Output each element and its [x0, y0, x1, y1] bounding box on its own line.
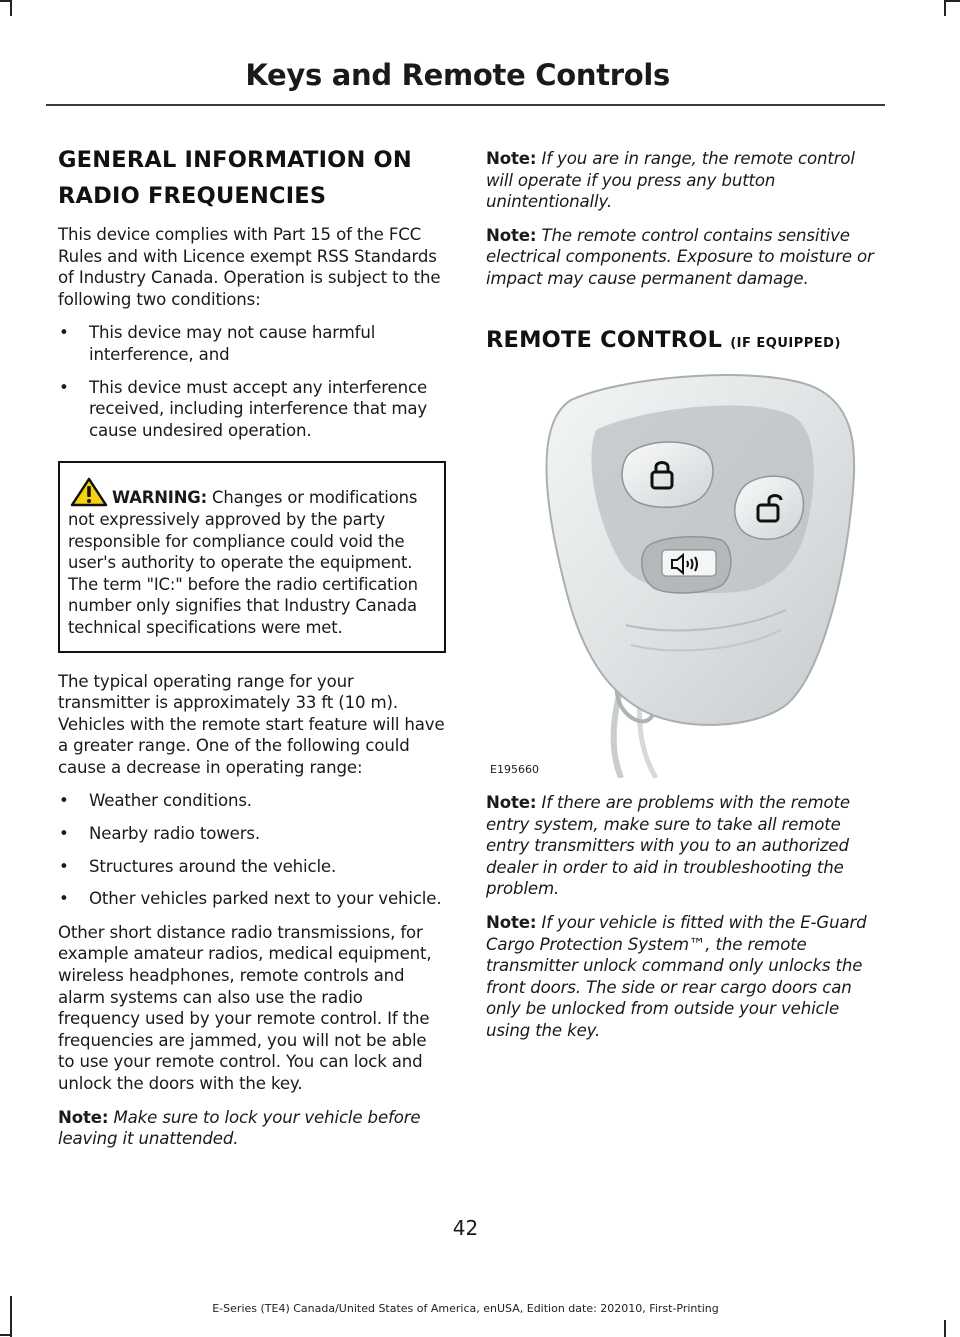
page-header-title: Keys and Remote Controls: [245, 58, 670, 92]
note-text: The remote control contains sensitive electrical components. Exposure to moisture or impact may cause permanent damage.: [486, 225, 874, 288]
page-footer: E-Series (TE4) Canada/United States of America, enUSA, Edition date: 202010, First-Printing: [212, 1302, 719, 1315]
note-label: Note:: [486, 912, 537, 932]
panic-button: [642, 537, 731, 593]
right-column-top: [486, 148, 881, 376]
crop-mark: [944, 0, 960, 2]
note-text: If your vehicle is fitted with the E-Guard Cargo Protection System™, the remote transmitter unlock command only unlocks the front doors. The side or rear cargo doors can only be unlocked from outside your vehicle using the key.: [486, 912, 867, 1040]
list-item-text: Weather conditions.: [89, 791, 252, 811]
note-paragraph: [486, 225, 881, 290]
list-item-text: This device may not cause harmful interference, and: [89, 323, 376, 364]
warning-text: Changes or modifications not expressively approved by the party responsible for compliance could void the user's authority to operate the equipment. The term "IC:" before the radio certification number only signifies that Industry Canada technical specifications were met.: [68, 488, 418, 637]
list-item-text: This device must accept any interference received, including interference that may cause undesired operation.: [89, 377, 428, 440]
unlock-button: [735, 476, 804, 539]
note-paragraph: [486, 792, 881, 900]
note-label: Note:: [486, 225, 537, 245]
warning-paragraph: [68, 477, 436, 638]
warning-label: WARNING:: [112, 488, 207, 508]
note-label: Note:: [486, 793, 537, 812]
warning-triangle-icon: [70, 477, 108, 507]
list-item: [58, 823, 446, 845]
bullet: •: [59, 791, 69, 811]
intro-paragraph: This device complies with Part 15 of the FCC Rules and with Licence exempt RSS Standards of Industry Canada. Operation is subject to the following two conditions:: [58, 225, 441, 309]
section-heading: [58, 142, 446, 214]
page-number: 42: [452, 1216, 479, 1240]
bullet: •: [59, 889, 69, 909]
bullet: •: [59, 323, 69, 343]
note-label: Note:: [486, 149, 537, 168]
list-item-text: Nearby radio towers.: [89, 824, 260, 844]
range-paragraph: The typical operating range for your transmitter is approximately 33 ft (10 m). Vehicles with the remote start feature will have a greater range. One of the following could cause a decrease in operating range:: [58, 671, 445, 777]
list-item-text: Other vehicles parked next to your vehicle.: [89, 889, 442, 909]
list-item: [58, 790, 446, 812]
list-item: [58, 888, 446, 910]
note-paragraph: [486, 148, 881, 213]
remote-control-figure: [486, 360, 881, 778]
note-text: If you are in range, the remote control will operate if you press any button unintentionally.: [486, 149, 855, 212]
remote-control-heading: [486, 322, 881, 362]
other-transmissions-paragraph: Other short distance radio transmissions, for example amateur radios, medical equipment, wireless headphones, remote controls and alarm systems can also use the radio frequency used by your remote control. If the frequencies are jammed, you will not be able to use your remote control. You can lock and unlock the doors with the key.: [58, 922, 432, 1093]
bullet: •: [59, 824, 69, 844]
note-paragraph: [58, 1107, 446, 1150]
note-text: Make sure to lock your vehicle before leaving it unattended.: [58, 1107, 421, 1149]
right-column-bottom: [486, 792, 881, 1054]
section-heading-line1: GENERAL INFORMATION ON: [58, 147, 412, 173]
crop-mark: [0, 1334, 12, 1336]
warning-box: [58, 461, 446, 652]
crop-mark: [944, 1320, 946, 1337]
lock-button: [622, 442, 713, 507]
bullet: •: [59, 377, 69, 397]
list-item: [58, 856, 446, 878]
crop-mark: [10, 0, 12, 16]
header-rule: [46, 104, 885, 106]
note-text: If there are problems with the remote entry system, make sure to take all remote entry transmitters with you to an authorized dealer in order to aid in troubleshooting the problem.: [486, 793, 850, 899]
list-item: [58, 322, 446, 365]
list-item: [58, 377, 446, 442]
note-paragraph: [486, 912, 881, 1042]
remote-heading-text: REMOTE CONTROL: [486, 326, 723, 353]
figure-id: E195660: [490, 763, 539, 776]
crop-mark: [944, 0, 946, 16]
section-heading-line2: RADIO FREQUENCIES: [58, 183, 327, 209]
note-label: Note:: [58, 1107, 109, 1127]
left-column: [58, 142, 446, 1162]
remote-heading-suffix: (IF EQUIPPED): [730, 335, 841, 351]
list-item-text: Structures around the vehicle.: [89, 856, 337, 876]
range-factors-list: [58, 790, 446, 909]
conditions-list: [58, 322, 446, 441]
bullet: •: [59, 856, 69, 876]
